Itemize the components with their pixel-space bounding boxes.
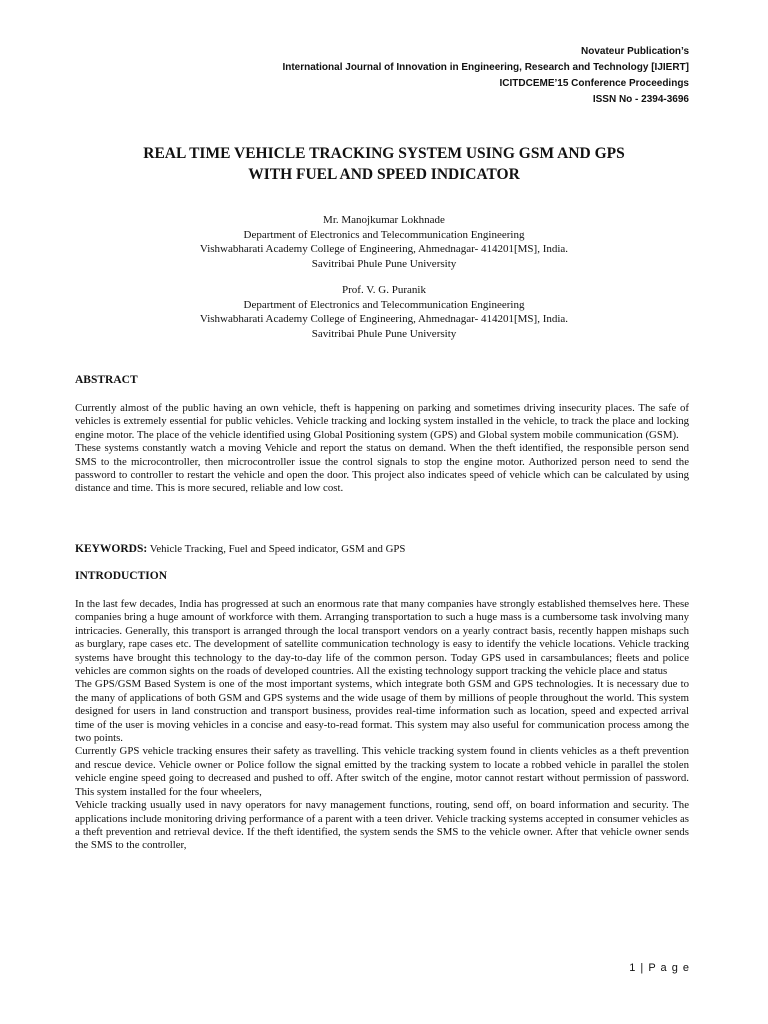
introduction-heading: INTRODUCTION [75, 570, 168, 582]
introduction-paragraph: The GPS/GSM Based System is one of the most important systems, which integrate both GSM and GPS technologies. It is necessary due to the many of applications of both GSM and GPS systems and the wide usage of them by millions of people throughout the world. This system designed for users in land construction and transport business, provides real-time information such as location, speed and expected arrival time of the user is moving vehicles in a concise and easy-to-read format. This system may also useful for communication process among the two points. [75, 678, 689, 745]
keywords-text: Vehicle Tracking, Fuel and Speed indicator, GSM and GPS [149, 543, 406, 555]
page-label: P a g e [648, 962, 690, 974]
abstract-paragraph: These systems constantly watch a moving Vehicle and report the status on demand. When the theft identified, the responsible person send SMS to the microcontroller, then microcontroller issue the control signals to stop the engine motor. Authorized person need to send the password to controller to restart the vehicle and open the door. This project also indicates speed of vehicle which can be calculated by using distance and time. This is more secured, reliable and low cost. [75, 442, 689, 495]
keywords-line [75, 543, 405, 555]
paper-title [60, 143, 708, 185]
author-university: Savitribai Phule Pune University [311, 257, 457, 270]
proceedings-line: ICITDCEME’15 Conference Proceedings [499, 78, 689, 89]
footer-separator: | [640, 962, 645, 974]
author-college: Vishwabharati Academy College of Engineering, Ahmednagar- 414201[MS], India. [199, 313, 569, 326]
introduction-body [75, 598, 689, 853]
abstract-paragraph: Currently almost of the public having an own vehicle, theft is happening on parking and sometimes driving insecurity places. The safe of vehicles is extremely essential for public vehicles. Vehicle tracking and locking system installed in the vehicle, to track the place and locking engine motor. The place of the vehicle identified using Global Positioning system (GPS) and Global system mobile communication (GSM). [75, 402, 689, 441]
journal-header [282, 44, 689, 108]
keywords-label: KEYWORDS: [75, 543, 148, 555]
title-line-1: REAL TIME VEHICLE TRACKING SYSTEM USING GSM AND GPS [143, 145, 625, 162]
issn-line: ISSN No - 2394-3696 [592, 94, 689, 105]
author-university: Savitribai Phule Pune University [311, 327, 457, 340]
introduction-paragraph: Vehicle tracking usually used in navy operators for navy management functions, routing, send off, on board information and security. The applications include monitoring driving performance of a parent with a teen driver. Vehicle tracking systems accepted in consumer vehicles as a theft prevention and retrieval device. If the theft identified, the system sends the SMS to the vehicle owner. After that vehicle owner sends the SMS to the controller, [75, 799, 689, 852]
author-name: Prof. V. G. Puranik [342, 284, 426, 296]
abstract-body [75, 402, 689, 496]
author-department: Department of Electronics and Telecommunication Engineering [243, 228, 525, 241]
journal-name-line: International Journal of Innovation in Engineering, Research and Technology [IJIERT] [282, 62, 689, 73]
publisher-line: Novateur Publication’s [581, 46, 689, 57]
author-block-2 [60, 283, 708, 341]
author-block-1 [60, 213, 708, 271]
title-line-2: WITH FUEL AND SPEED INDICATOR [248, 166, 520, 183]
introduction-paragraph: In the last few decades, India has progressed at such an enormous rate that many companies have strongly established themselves here. These companies bring a huge amount of workforce with them. Arranging transportation to such a huge mass is a cumbersome task involving many intricacies. Generally, this transport is arranged through the local transport vendors on a yearly contract basis, recently happen mishaps such as burglary, rape cases etc. The development of satellite communication technology is easy to identify the vehicle locations. Vehicle tracking systems have brought this technology to the day-to-day life of the common person. Today GPS used in carsambulances; fleets and police vehicles are common sights on the roads of developed countries. All the existing technology support tracking the vehicle place and status [75, 598, 689, 678]
page-number: 1 [629, 962, 637, 974]
introduction-paragraph: Currently GPS vehicle tracking ensures their safety as travelling. This vehicle tracking system found in clients vehicles as a theft prevention and rescue device. Vehicle owner or Police follow the signal emitted by the tracking system to locate a robbed vehicle in parallel the stolen vehicle engine speed going to decreased and pushed to off. After switch of the engine, motor cannot restart without permission of password. This system installed for the four wheelers, [75, 745, 689, 798]
author-college: Vishwabharati Academy College of Engineering, Ahmednagar- 414201[MS], India. [199, 243, 569, 256]
page-footer [629, 962, 690, 974]
abstract-heading: ABSTRACT [75, 374, 138, 386]
author-name: Mr. Manojkumar Lokhnade [323, 214, 445, 226]
author-department: Department of Electronics and Telecommunication Engineering [243, 298, 525, 311]
